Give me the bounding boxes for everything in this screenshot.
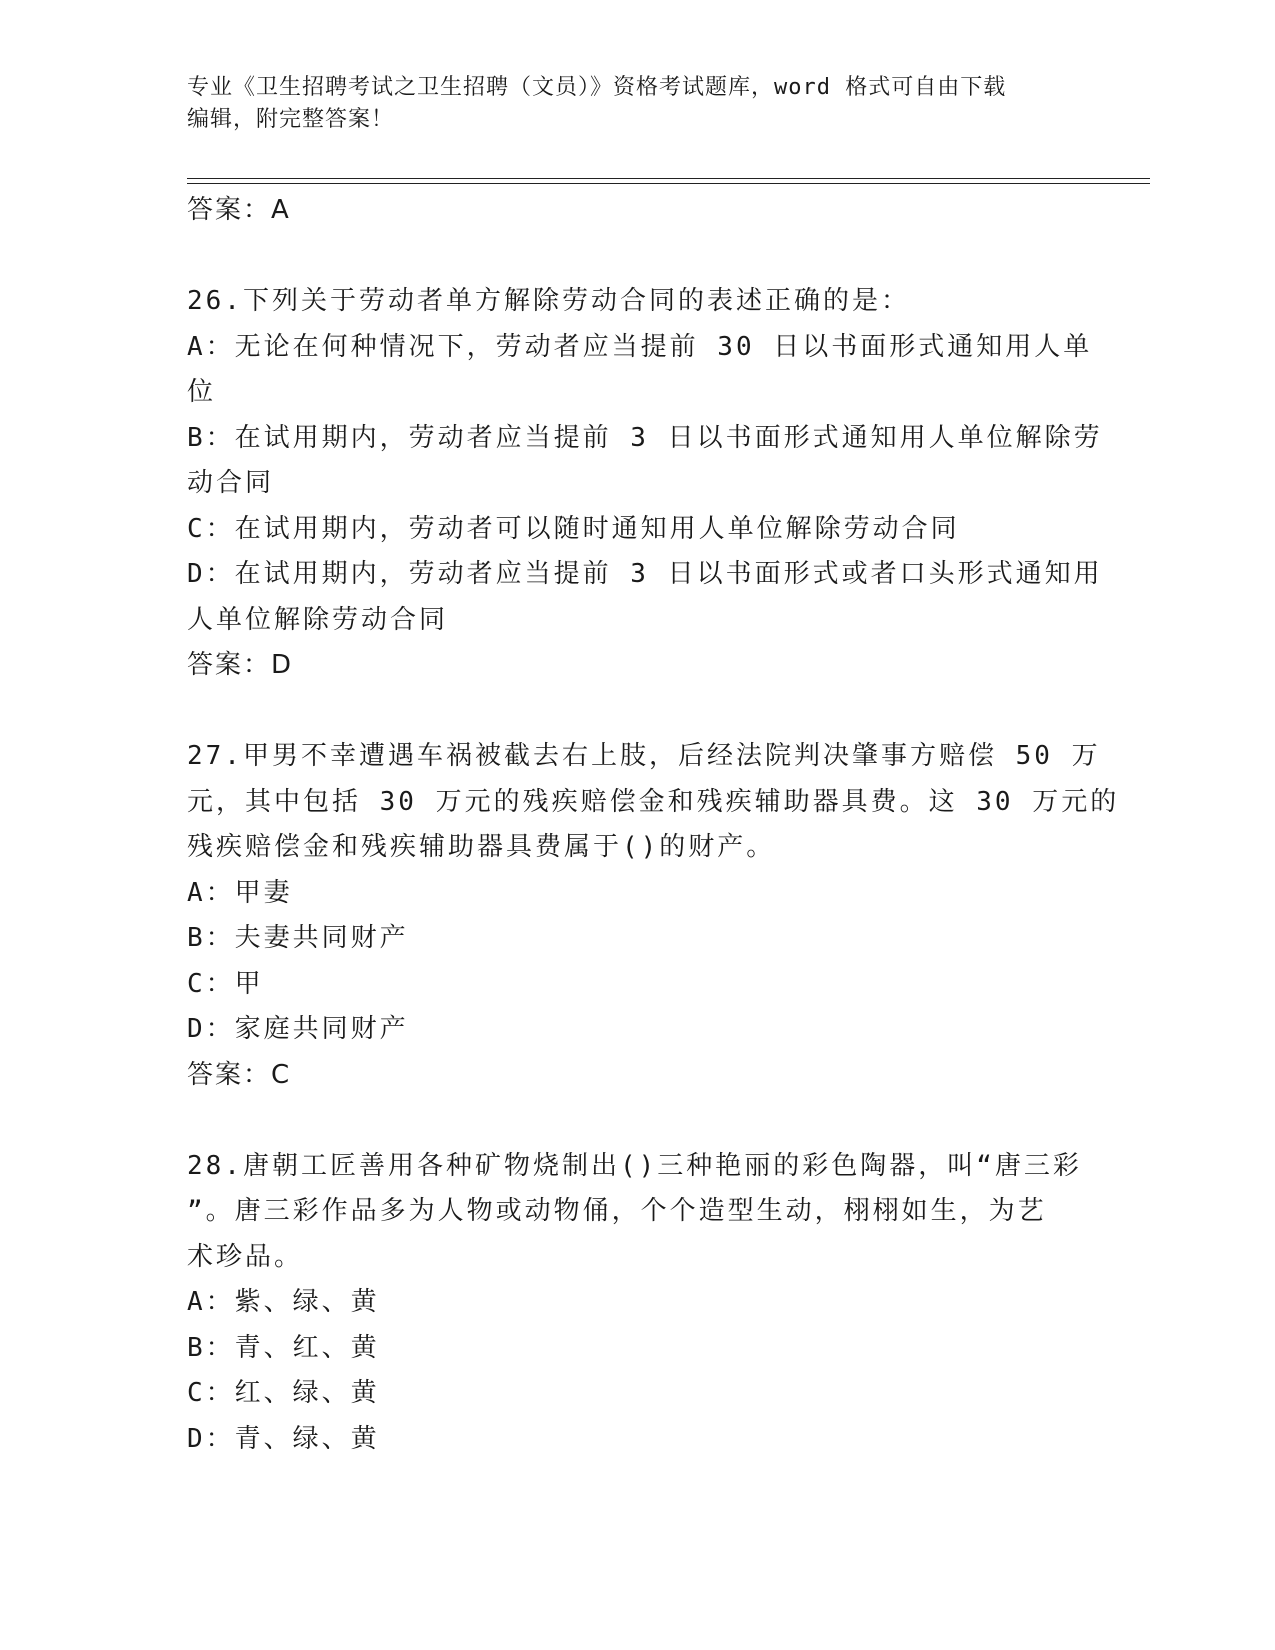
question-stem-line: ”。唐三彩作品多为人物或动物俑，个个造型生动，栩栩如生，为艺: [187, 1196, 1047, 1226]
header-line-2: 编辑，附完整答案！: [187, 107, 395, 132]
spacer: [187, 1098, 1077, 1144]
header-divider-bottom: [187, 183, 1150, 184]
option-a-line: A：紫、绿、黄: [187, 1287, 380, 1317]
question-stem-line: 术珍品。: [187, 1241, 304, 1272]
option-c-line: C：甲: [187, 968, 264, 999]
option-b-line: B：夫妻共同财产: [187, 923, 409, 953]
option-a-line: 位: [187, 377, 217, 407]
question-content: [187, 188, 1120, 1462]
answer-line: 答案：C: [187, 1059, 292, 1090]
option-a-line: A：无论在何种情况下，劳动者应当提前 30 日以书面形式通知用人单: [187, 331, 1093, 362]
question-28: [187, 1144, 1082, 1463]
spacer: [187, 689, 1077, 735]
option-b-line: B：青、红、黄: [187, 1332, 380, 1363]
question-stem-line: 28.唐朝工匠善用各种矿物烧制出()三种艳丽的彩色陶器，叫“唐三彩: [187, 1150, 1082, 1181]
header-line-1: 专业《卫生招聘考试之卫生招聘（文员）》资格考试题库，word 格式可自由下载: [187, 75, 1007, 100]
option-c-line: C：在试用期内，劳动者可以随时通知用人单位解除劳动合同: [187, 513, 960, 544]
option-b-line: 动合同: [187, 468, 275, 498]
option-a-line: A：甲妻: [187, 877, 293, 908]
question-stem-line: 26.下列关于劳动者单方解除劳动合同的表述正确的是：: [187, 286, 910, 316]
question-stem-line: 元，其中包括 30 万元的残疾赔偿金和残疾辅助器具费。这 30 万元的: [187, 786, 1120, 817]
option-d-line: D：青、绿、黄: [187, 1423, 380, 1454]
option-b-line: B：在试用期内，劳动者应当提前 3 日以书面形式通知用人单位解除劳: [187, 422, 1103, 453]
option-d-line: D：家庭共同财产: [187, 1014, 409, 1044]
option-d-line: D：在试用期内，劳动者应当提前 3 日以书面形式或者口头形式通知用: [187, 559, 1103, 589]
question-stem-line: 残疾赔偿金和残疾辅助器具费属于()的财产。: [187, 832, 776, 862]
option-c-line: C：红、绿、黄: [187, 1378, 380, 1408]
option-d-line: 人单位解除劳动合同: [187, 604, 449, 635]
header-divider-top: [187, 178, 1150, 179]
previous-answer: 答案：A: [187, 195, 291, 225]
question-27: [187, 734, 1120, 1098]
document-header: [187, 72, 1067, 136]
answer-line: 答案：D: [187, 650, 294, 680]
question-26: [187, 279, 1103, 689]
question-stem-line: 27.甲男不幸遭遇车祸被截去右上肢，后经法院判决肇事方赔偿 50 万: [187, 741, 1101, 771]
spacer: [187, 234, 1077, 280]
